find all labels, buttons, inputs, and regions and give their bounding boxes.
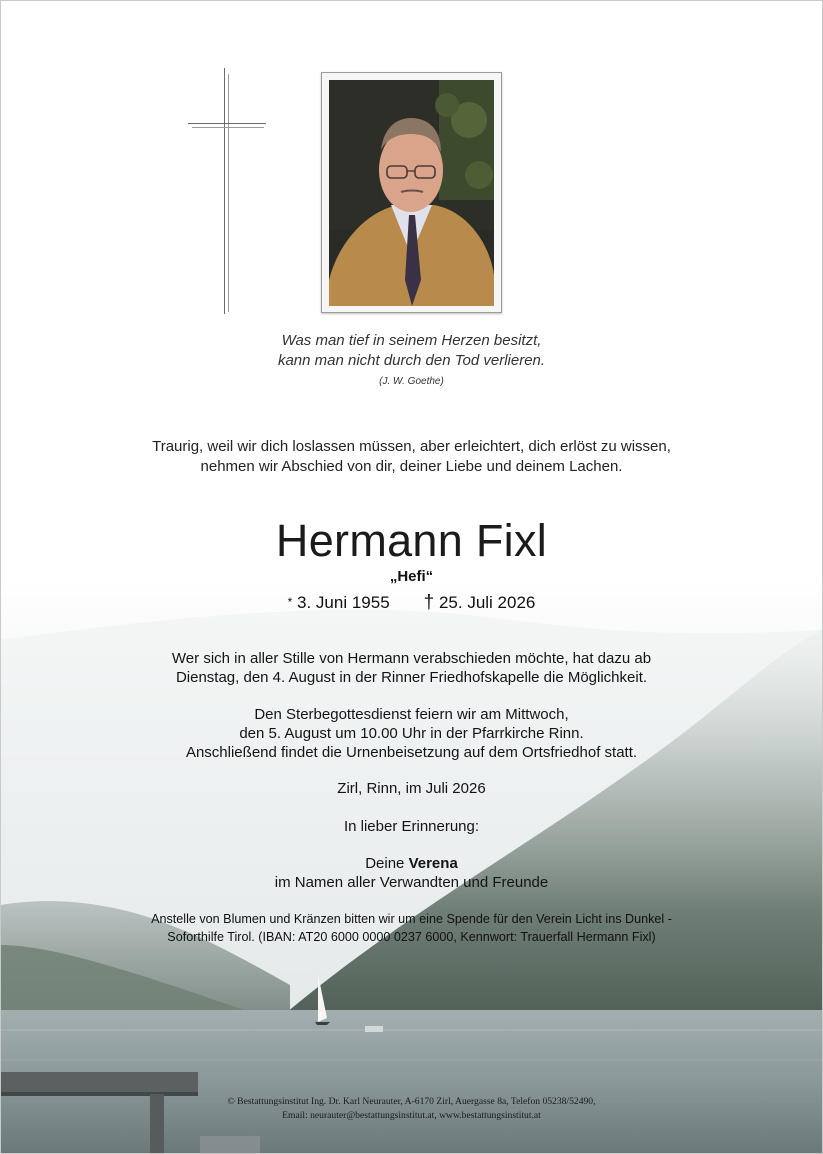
place-date: Zirl, Rinn, im Juli 2026 [337,780,486,797]
portrait-frame [321,72,502,313]
quote-line: kann man nicht durch den Tod verlieren. [277,352,546,369]
birth-star-icon: * [287,595,293,609]
remembrance-heading: In lieber Erinnerung: [343,818,480,835]
donation-note [0,910,823,946]
intro-text [0,437,823,477]
footer-line: Email: neurauter@bestattungsinstitut.at, www.bestattungsinstitut.at [282,1110,541,1121]
life-dates [0,590,823,615]
intro-line: Traurig, weil wir dich loslassen müssen, aber erleichtert, dich erlöst zu wissen, [152,438,671,455]
deceased-name: Hermann Fixl [275,515,548,566]
service-line: den 5. August um 10.00 Uhr in der Pfarrkirche Rinn. [239,725,584,742]
service-paragraph [0,705,823,762]
funeral-home-footer [0,1095,823,1123]
farewell-line: Wer sich in aller Stille von Hermann verabschieden möchte, hat dazu ab [171,650,652,667]
quote-line: Was man tief in seinem Herzen besitzt, [281,332,542,349]
farewell-line: Dienstag, den 4. August in der Rinner Friedhofskapelle die Möglichkeit. [175,669,648,686]
cross-icon [188,68,266,314]
intro-line: nehmen wir Abschied von dir, deiner Liebe und deinem Lachen. [200,458,623,475]
service-line: Den Sterbegottesdienst feiern wir am Mittwoch, [254,706,569,723]
signature-prefix: Deine [365,855,405,872]
service-line: Anschließend findet die Urnenbeisetzung auf dem Ortsfriedhof statt. [185,744,638,761]
donation-line: Anstelle von Blumen und Kränzen bitten wir um eine Spende für den Verein Licht ins Dunkel - [151,912,672,926]
signature [0,854,823,892]
signature-line2: im Namen aller Verwandten und Freunde [274,874,549,891]
birth-date: 3. Juni 1955 [297,593,390,612]
deceased-nickname: „Hefi“ [389,568,434,585]
quote-author: (J. W. Goethe) [379,376,444,387]
signature-name: Verena [408,855,458,872]
death-cross-icon: † [423,592,435,613]
donation-line: Soforthilfe Tirol. (IBAN: AT20 6000 0000 0237 6000, Kennwort: Trauerfall Hermann Fixl) [167,930,656,944]
death-date: 25. Juli 2026 [438,593,536,612]
goethe-quote [0,331,823,371]
footer-line: © Bestattungsinstitut Ing. Dr. Karl Neurauter, A-6170 Zirl, Auergasse 8a, Telefon 05238/52490, [227,1096,596,1107]
portrait-photo [329,80,494,306]
farewell-paragraph [0,649,823,687]
signature-line [0,854,823,873]
